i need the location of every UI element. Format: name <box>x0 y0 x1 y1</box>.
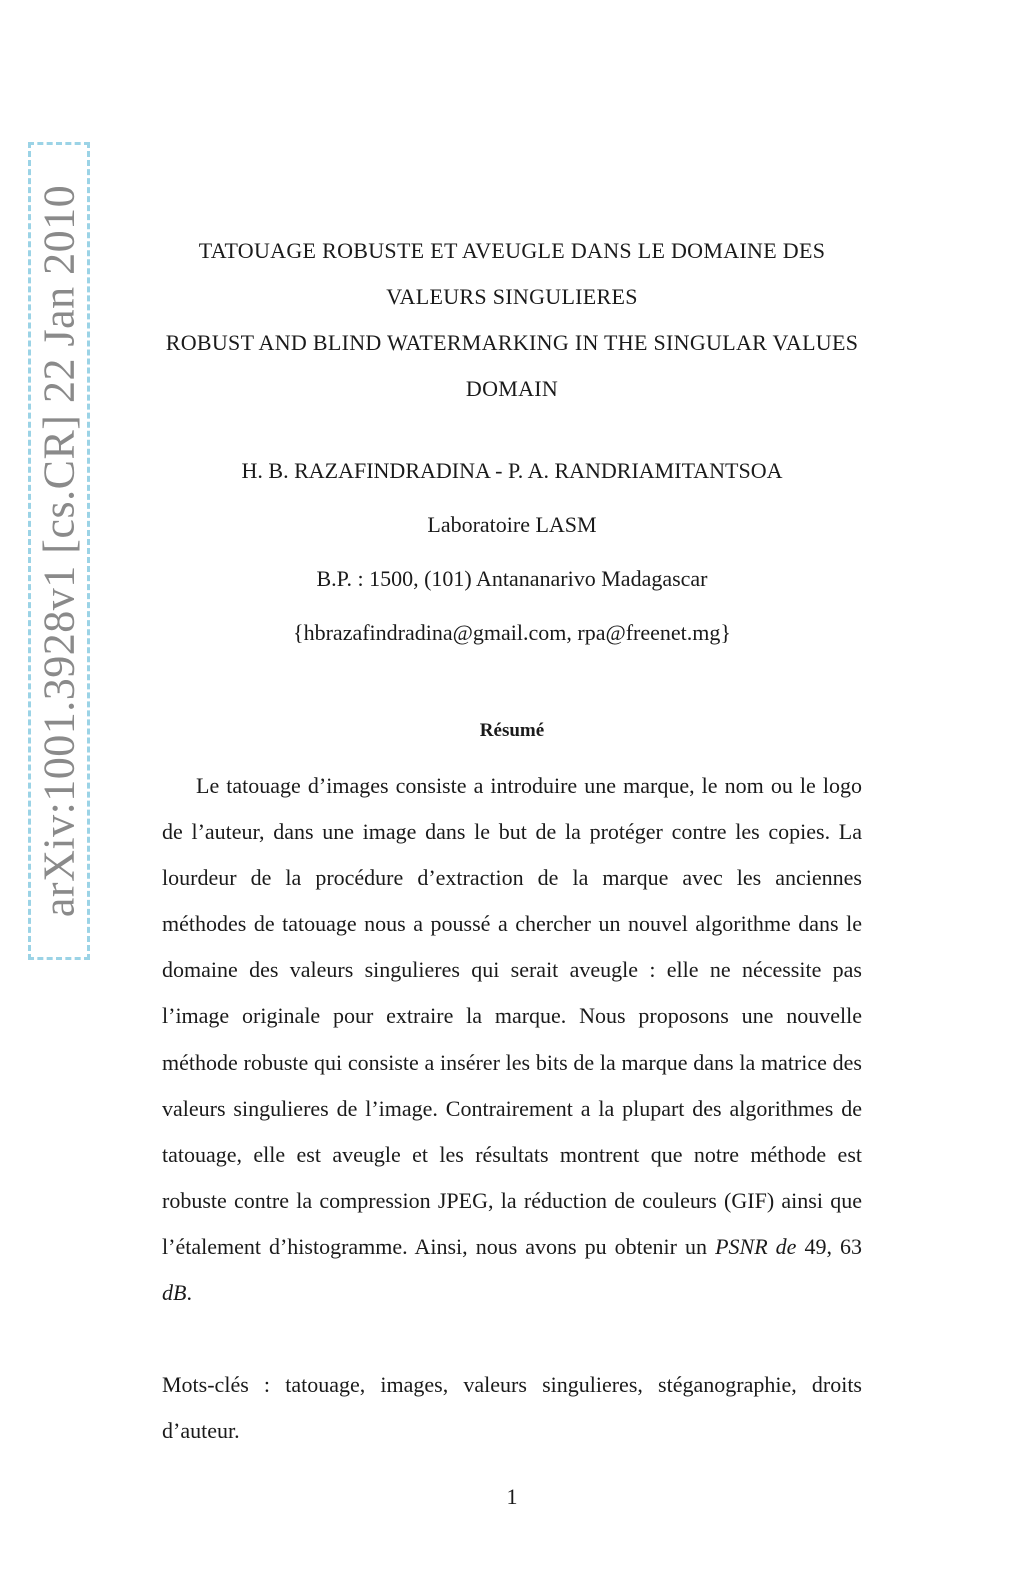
author-emails: {hbrazafindradina@gmail.com, rpa@freenet.mg} <box>293 620 731 645</box>
author-names: H. B. RAZAFINDRADINA - P. A. RANDRIAMITANTSOA <box>241 458 783 483</box>
title-english-line-2: DOMAIN <box>465 376 559 401</box>
title-english-line-1: ROBUST AND BLIND WATERMARKING IN THE SINGULAR VALUES <box>165 330 859 355</box>
author-lab: Laboratoire LASM <box>427 512 597 537</box>
abstract-body <box>162 763 862 1316</box>
abstract-heading: Résumé <box>479 720 545 741</box>
abstract-formula-unit: dB <box>162 1280 187 1306</box>
abstract-formula-end: . <box>186 1280 192 1306</box>
abstract-formula-psnr: PSNR de <box>715 1233 797 1259</box>
arxiv-stamp-text: arXiv:1001.3928v1 [cs.CR] 22 Jan 2010 <box>34 184 84 918</box>
abstract-text: Le tatouage d’images consiste a introduire une marque, le nom ou le logo de l’auteur, dans une image dans le but de la protéger contre les copies. La lourdeur de la procédure d’extraction de la marque avec les anciennes méthodes de tatouage nous a poussé a chercher un nouvel algorithme dans le domaine des valeurs singulieres qui serait aveugle : elle ne nécessite pas l’image originale pour extraire la marque. Nous proposons une nouvelle méthode robuste qui consiste a insérer les bits de la marque dans la matrice des valeurs singulieres de l’image. Contrairement a la plupart des algorithmes de tatouage, elle est aveugle et les résultats montrent que notre méthode est robuste contre la compression JPEG, la réduction de couleurs (GIF) ainsi que l’étalement d’histogramme. Ainsi, nous avons pu obtenir un <box>162 773 862 1259</box>
paper-title <box>100 228 924 412</box>
author-address: B.P. : 1500, (101) Antananarivo Madagascar <box>316 566 708 591</box>
keywords: Mots-clés : tatouage, images, valeurs singulieres, stéganographie, droits d’auteur. <box>162 1372 862 1443</box>
title-french-line-2: VALEURS SINGULIERES <box>386 284 638 309</box>
page-number: 1 <box>506 1484 518 1509</box>
abstract-formula-value: 49, 63 <box>804 1233 863 1259</box>
title-french-line-1: TATOUAGE ROBUSTE ET AVEUGLE DANS LE DOMAINE DES <box>198 238 826 263</box>
